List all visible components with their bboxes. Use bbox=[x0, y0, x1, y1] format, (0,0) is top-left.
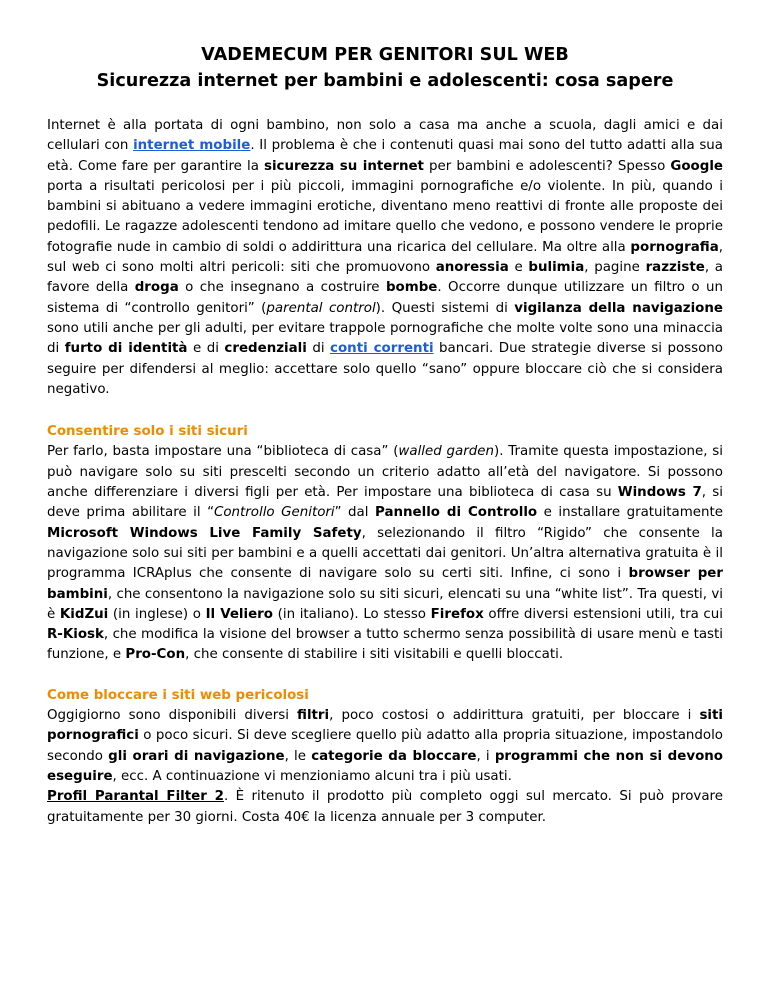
document-title bbox=[47, 42, 723, 94]
intro-paragraph: Internet è alla portata di ogni bambino, non solo a casa ma anche a scuola, dagli amici e dai cellulari con internet mobile. Il problema è che i contenuti quasi mai sono del tutto adatti alla sua età. Come fare per garantire la sicurezza su internet per bambini e adolescenti? Spesso Google porta a risultati pericolosi per i più piccoli, immagini pornografiche e/o violente. In più, quando i bambini si abituano a vedere immagini erotiche, diventano meno reattivi di fronte alle proposte dei pedofili. Le ragazze adolescenti tendono ad imitare quello che vedono, e possono vendere le proprie fotografie nude in cambio di soldi o addirittura una ricarica del cellulare. Ma oltre alla pornografia, sul web ci sono molti altri pericoli: siti che promuovono anoressia e bulimia, pagine razziste, a favore della droga o che insegnano a costruire bombe. Occorre dunque utilizzare un filtro o un sistema di “controllo genitori” (parental control). Questi sistemi di vigilanza della navigazione sono utili anche per gli adulti, per evitare trappole pornografiche che molte volte sono una minaccia di furto di identità e di credenziali di conti correnti bancari. Due strategie diverse si possono seguire per difendersi al meglio: accettare solo quello “sano” oppure bloccare ciò che si considera negativo. bbox=[47, 118, 723, 397]
section-heading-safe-sites: Consentire solo i siti sicuri bbox=[47, 424, 248, 440]
profil-parental-filter-name: Profil Parantal Filter 2 bbox=[47, 789, 224, 805]
internet-mobile-link[interactable]: internet mobile bbox=[133, 138, 251, 154]
safe-sites-paragraph: Per farlo, basta impostare una “biblioteca di casa” (walled garden). Tramite questa impostazione, si può navigare solo su siti prescelti secondo un criterio adatto all’età del navigatore. Si possono anche differenziare i diversi figli per età. Per impostare una biblioteca di casa su Windows 7, si deve prima abilitare il “Controllo Genitori” dal Pannello di Controllo e installare gratuitamente Microsoft Windows Live Family Safety, selezionando il filtro “Rigido” che consente la navigazione solo sui siti per bambini e a quelli accettati dai genitori. Un’altra alternativa gratuita è il programma ICRAplus che consente di navigare solo su certi siti. Infine, ci sono i browser per bambini, che consentono la navigazione solo su siti sicuri, elencati su una “white list”. Tra questi, vi è KidZui (in inglese) o Il Veliero (in italiano). Lo stesso Firefox offre diversi estensioni utili, tra cui R-Kiosk, che modifica la visione del browser a tutto schermo senza possibilità di usare menù e tasti funzione, e Pro-Con, che consente di stabilire i siti visitabili e quelli bloccati. bbox=[47, 444, 724, 663]
title-line-1: VADEMECUM PER GENITORI SUL WEB bbox=[201, 45, 569, 65]
document-page bbox=[47, 42, 723, 828]
section-heading-block-sites: Come bloccare i siti web pericolosi bbox=[47, 687, 309, 703]
block-sites-paragraph: Oggigiorno sono disponibili diversi filtri, poco costosi o addirittura gratuiti, per bloccare i siti pornografici o poco sicuri. Si deve scegliere quello più adatto alla propria situazione, impostandolo secondo gli orari di navigazione, le categorie da bloccare, i programmi che non si devono eseguire, ecc. A continuazione vi menzioniamo alcuni tra i più usati. Profil Parantal Filter 2. È ritenuto il prodotto più completo oggi sul mercato. Si può provare gratuitamente per 30 giorni. Costa 40€ la licenza annuale per 3 computer. bbox=[47, 708, 723, 825]
conti-correnti-link[interactable]: conti correnti bbox=[330, 341, 434, 357]
title-line-2: Sicurezza internet per bambini e adolescenti: cosa sapere bbox=[96, 71, 674, 91]
